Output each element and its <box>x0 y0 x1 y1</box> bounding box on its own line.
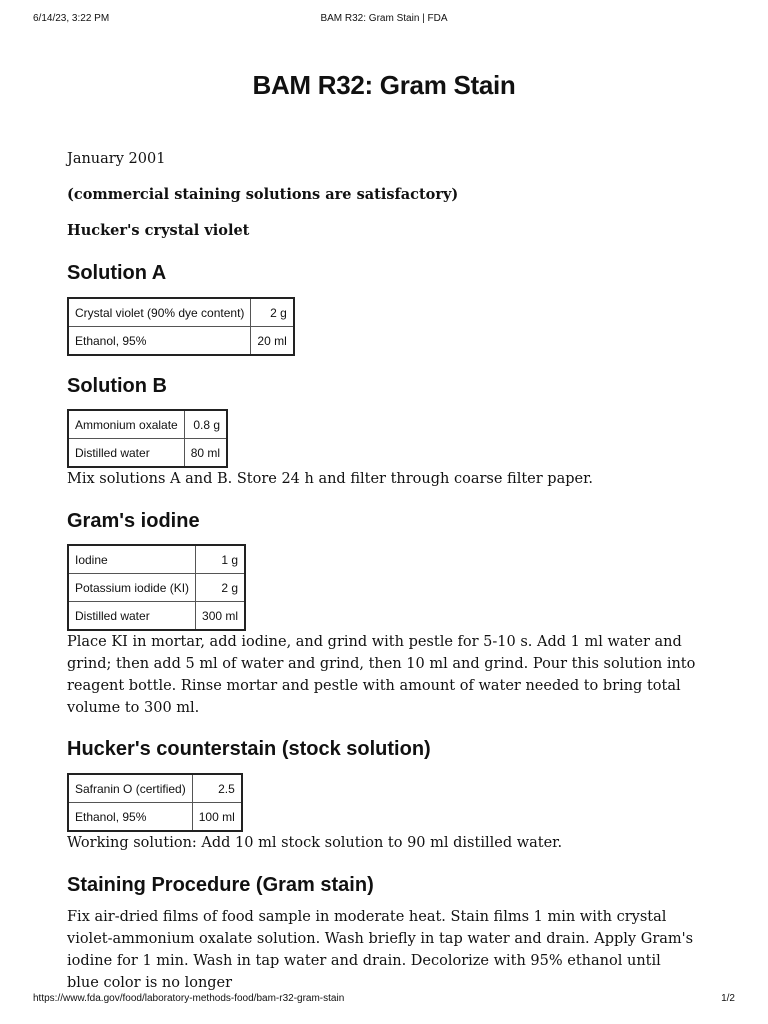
solution-a-table <box>67 297 295 356</box>
commercial-solutions-note: (commercial staining solutions are satisfactory) <box>67 186 459 203</box>
table-row <box>68 410 227 439</box>
print-page-number: 1/2 <box>721 993 735 1004</box>
ingredient-cell: Crystal violet (90% dye content) <box>68 298 251 327</box>
ingredient-cell: Distilled water <box>68 602 196 631</box>
solution-b-table <box>67 409 228 468</box>
solution-b-heading: Solution B <box>67 375 167 397</box>
table-row <box>68 327 294 356</box>
table-row <box>68 602 245 631</box>
ingredient-cell: Distilled water <box>68 439 184 468</box>
grams-iodine-heading: Gram's iodine <box>67 510 200 532</box>
amount-cell: 2 g <box>251 298 294 327</box>
procedure-text: Fix air-dried films of food sample in moderate heat. Stain films 1 min with crystal violet-ammonium oxalate solution. Wash briefly in tap water and drain. Apply Gram's iodine for 1 min. Wash in tap water and drain. Decolorize with 95% ethanol until blue color is no longer <box>67 909 694 991</box>
solution-a-heading: Solution A <box>67 262 167 284</box>
amount-cell: 1 g <box>196 545 246 574</box>
amount-cell: 2.5 <box>192 774 242 803</box>
ingredient-cell: Safranin O (certified) <box>68 774 192 803</box>
table-row <box>68 803 242 832</box>
ingredient-cell: Ammonium oxalate <box>68 410 184 439</box>
table-row <box>68 574 245 602</box>
amount-cell: 0.8 g <box>184 410 227 439</box>
working-solution-instructions: Working solution: Add 10 ml stock solution to 90 ml distilled water. <box>67 835 563 851</box>
table-row <box>68 298 294 327</box>
amount-cell: 100 ml <box>192 803 242 832</box>
table-row <box>68 439 227 468</box>
print-page-title: BAM R32: Gram Stain | FDA <box>320 13 448 24</box>
print-url: https://www.fda.gov/food/laboratory-methods-food/bam-r32-gram-stain <box>33 993 345 1004</box>
amount-cell: 300 ml <box>196 602 246 631</box>
amount-cell: 80 ml <box>184 439 227 468</box>
ingredient-cell: Ethanol, 95% <box>68 327 251 356</box>
ingredient-cell: Potassium iodide (KI) <box>68 574 196 602</box>
amount-cell: 20 ml <box>251 327 294 356</box>
crystal-violet-subtitle: Hucker's crystal violet <box>67 222 250 239</box>
solution-b-instructions: Mix solutions A and B. Store 24 h and filter through coarse filter paper. <box>67 471 594 487</box>
page-title: BAM R32: Gram Stain <box>252 70 516 100</box>
ingredient-cell: Ethanol, 95% <box>68 803 192 832</box>
procedure-heading: Staining Procedure (Gram stain) <box>67 874 374 896</box>
print-datetime: 6/14/23, 3:22 PM <box>33 13 110 24</box>
table-row <box>68 545 245 574</box>
publication-date: January 2001 <box>67 151 166 167</box>
table-row <box>68 774 242 803</box>
counterstain-heading: Hucker's counterstain (stock solution) <box>67 738 431 760</box>
ingredient-cell: Iodine <box>68 545 196 574</box>
grams-iodine-instructions: Place KI in mortar, add iodine, and grind with pestle for 5-10 s. Add 1 ml water and grind; then add 5 ml of water and grind, then 10 ml and grind. Pour this solution into reagent bottle. Rinse mortar and pestle with amount of water needed to bring total volume to 300 ml. <box>67 634 696 716</box>
counterstain-table <box>67 773 243 832</box>
grams-iodine-table <box>67 544 246 631</box>
amount-cell: 2 g <box>196 574 246 602</box>
